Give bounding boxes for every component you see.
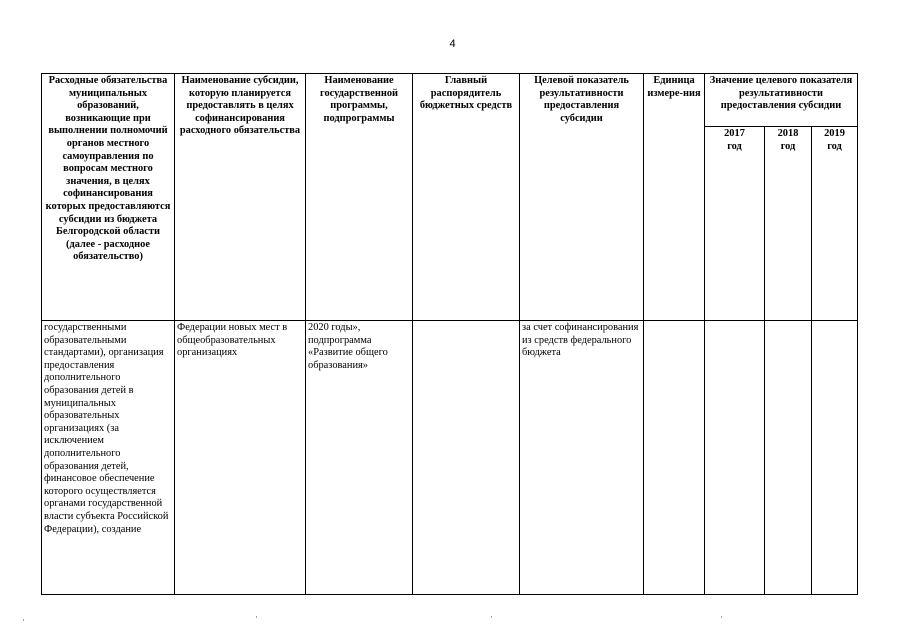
cell-target-indicator: за счет софинансирования из средств федерального бюджета xyxy=(520,321,644,595)
header-indicator-value-group: Значение целевого показателя результативности предоставления субсидии xyxy=(705,74,858,127)
header-main-administrator: Главный распорядитель бюджетных средств xyxy=(413,74,520,321)
cell-main-administrator xyxy=(413,321,520,595)
scan-mark: · xyxy=(490,612,493,622)
year-label: 2017 xyxy=(724,128,745,139)
cell-value-2017 xyxy=(705,321,765,595)
header-unit: Единица измере-ния xyxy=(644,74,705,321)
cell-value-2019 xyxy=(812,321,858,595)
table-row xyxy=(42,321,858,595)
header-year-2017 xyxy=(705,127,765,321)
header-subsidy-name: Наименование субсидии, которую планируется предоставлять в целях софинансирования расходного обязательства xyxy=(175,74,306,321)
year-unit: год xyxy=(727,140,742,152)
year-unit: год xyxy=(827,140,842,152)
header-expense-obligations: Расходные обязательства муниципальных образований, возникающие при выполнении полномочий органов местного самоуправления по вопросам местного значения, в целях софинансирования которых предоставляются субсидии из бюджета Белгородской области (далее - расходное обязательство) xyxy=(42,74,175,321)
scan-mark: · xyxy=(255,612,258,622)
page-number: 4 xyxy=(449,38,456,50)
year-unit: год xyxy=(780,140,796,152)
year-label: 2018 xyxy=(777,128,799,139)
subsidy-table xyxy=(41,73,858,595)
cell-unit xyxy=(644,321,705,595)
header-program-name: Наименование государственной программы, подпрограммы xyxy=(306,74,413,321)
cell-expense-obligation: государственными образовательными стандартами), организация предоставления дополнительного образования детей в муниципальных образовательных организациях (за исключением дополнительного образования детей, финансовое обеспечение которого осуществляется органами государственной власти субъекта Российской Федерации), создание xyxy=(42,321,175,595)
scan-mark: · xyxy=(720,612,723,622)
cell-subsidy-name: Федерации новых мест в общеобразовательных организациях xyxy=(175,321,306,595)
scan-mark: · xyxy=(22,615,25,625)
year-label: 2019 xyxy=(824,128,845,139)
header-year-2019 xyxy=(812,127,858,321)
header-year-2018 xyxy=(765,127,812,321)
cell-value-2018 xyxy=(765,321,812,595)
cell-program-name: 2020 годы», подпрограмма «Развитие общего образования» xyxy=(306,321,413,595)
header-target-indicator: Целевой показатель результативности предоставления субсидии xyxy=(520,74,644,321)
